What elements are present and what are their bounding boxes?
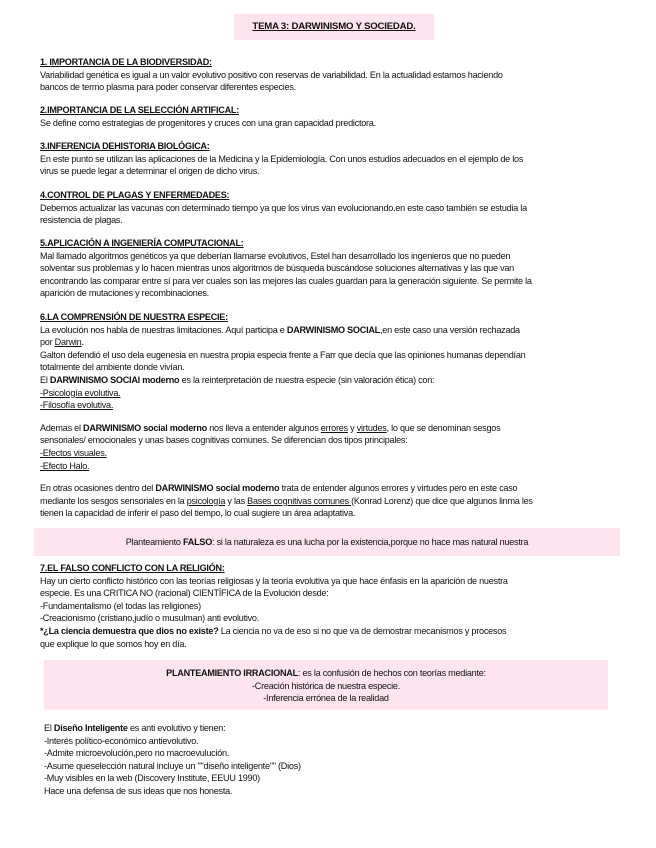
list-item: -Psicología evolutiva. <box>40 387 121 398</box>
section-heading: 4.CONTROL DE PLAGAS Y ENFERMEDADES: <box>40 190 230 200</box>
underlined-term: errores <box>320 422 348 433</box>
text-line: virus se puede legar a determinar el origen de dicho virus. <box>40 166 260 177</box>
bold-term: DARWINISMO social moderno <box>83 422 207 433</box>
list-item: -Filosofía evolutiva. <box>40 400 114 411</box>
section-heading: 2.IMPORTANCIA DE LA SELECCIÓN ARTIFICAL: <box>40 105 239 115</box>
section-diseno-inteligente <box>44 722 634 798</box>
underlined-term: psicología <box>186 495 226 506</box>
text-line: Se define como estrategias de progenitores y cruces con una gran capacidad predictora. <box>40 117 376 128</box>
section-falso-conflicto <box>40 562 630 650</box>
box-text: -Inferencia errónea de la realidad <box>263 693 389 704</box>
text-line: La evolución nos habla de nuestras limitaciones. Aquí participa e DARWINISMO SOCIAL,en este caso una versión rechazada <box>40 324 520 335</box>
text-line: -Interés político-económico antievolutivo. <box>44 735 199 746</box>
list-item: -Efecto Halo. <box>40 460 90 471</box>
text-line: *¿La ciencia demuestra que dios no existe? La ciencia no va de eso si no que va de demostrar mecanismos y procesos <box>40 625 507 636</box>
text-line: totalmente del ambiente donde vivían. <box>40 362 185 373</box>
text-line: sensoriales/ emocionales y unas bases cognitivas comunes. Se diferencian dos tipos principales: <box>40 435 408 446</box>
list-item: -Efectos visuales. <box>40 447 107 458</box>
bold-term: DARWINISMO social moderno <box>155 483 280 494</box>
section-biodiversidad <box>40 56 630 94</box>
text-line: -Creacionismo (cristiano,judío o musulman) anti evolutivo. <box>40 613 260 624</box>
text-line: aparición de mutaciones y recombinaciones. <box>40 288 209 299</box>
text-line: especie. Es una CRITICA NO (racional) CIENTÍFICA de la Evolución desde: <box>40 588 329 599</box>
text-line: El DARWINISMO SOCIAl moderno es la reinterpretación de nuestra especie (sin valoración ética) con: <box>40 374 435 385</box>
title-box <box>234 14 434 40</box>
text-line: Hay un cierto conflicto histórico con las teorías religiosas y la teoría evolutiva ya que hace énfasis en la aparición de nuestra <box>40 575 508 586</box>
text-line: solventar sus problemas y lo hacen mientras unos algoritmos de búsqueda buscándose soluciones alternativas y las que van <box>40 263 514 274</box>
highlight-box-falso <box>34 528 620 556</box>
section-heading: 1. IMPORTANCIA DE LA BIODIVERSIDAD: <box>40 57 212 67</box>
text-line: Debemos actualizar las vacunas con determinado tiempo ya que los virus van evolucionando.en este caso también se estudia la <box>40 202 527 213</box>
section-control-plagas <box>40 189 630 227</box>
underlined-term: virtudes <box>356 422 387 433</box>
section-comprension-especie <box>40 311 630 520</box>
text-line: mediante los sesgos sensoriales en la psicología y las Bases cognitivas comunes (Konrad Lorenz) que dice que algunos linma les <box>40 495 533 506</box>
bold-term: PLANTEAMIENTO IRRACIONAL <box>166 668 298 678</box>
section-ingenieria-computacional <box>40 237 630 300</box>
text-line: -Asume queselección natural incluye un ""diseño inteligente"" (Dios) <box>44 760 301 771</box>
text-line: En otras ocasiones dentro del DARWINISMO social moderno trata de entender algunos errores y virtudes pero en este caso <box>40 483 518 494</box>
text-line: resistencia de plagas. <box>40 215 123 226</box>
box-text: Planteamiento FALSO: si la naturaleza es una lucha por la existencia,porque no hace mas natural nuestra <box>125 537 529 547</box>
text-line: por Darwin. <box>40 337 84 348</box>
bold-term: Diseño Inteligente <box>53 723 128 733</box>
section-heading: 7.EL FALSO CONFLICTO CON LA RELIGIÓN: <box>40 563 225 573</box>
section-heading: 5.APLICACIÓN A INGENIERÍA COMPUTACIONAL: <box>40 238 244 248</box>
text-line: Galton defendió el uso dela eugenesia en nuestra propia especia frente a Farr que decía que las opiniones humanas dependían <box>40 349 526 360</box>
text-line: -Fundamentalismo (el todas las religiones) <box>40 600 201 611</box>
text-line: tienen la capacidad de inferir el paso del tiempo, lo cual sugiere un área adaptativa. <box>40 508 356 519</box>
section-seleccion-artificial <box>40 104 630 129</box>
text-line: encontrando las comparar entre sí para ver cuales son las mejores las cuales guardan para la generación siguiente. Se permite la <box>40 275 532 286</box>
bold-term: FALSO <box>182 537 213 547</box>
bold-term: *¿La ciencia demuestra que dios no existe? <box>40 625 219 636</box>
highlight-box-irracional <box>44 660 608 710</box>
text-line: bancos de termo plasma para poder conservar diferentes especies. <box>40 82 296 93</box>
text-line: -Muy visibles en la web (Discovery Institute, EEUU 1990) <box>44 773 260 784</box>
text-line: Hace una defensa de sus ideas que nos honesta. <box>44 785 233 796</box>
text-line: Variabilidad genética es igual a un valor evolutivo positivo con reservas de variabilidad. En la actualidad estamos haciendo <box>40 69 503 80</box>
bold-term: DARWINISMO SOCIAL <box>286 324 380 335</box>
text-line: El Diseño Inteligente es anti evolutivo y tienen: <box>44 723 226 733</box>
box-text: PLANTEAMIENTO IRRACIONAL: es la confusión de hechos con teorías mediante: <box>166 668 486 678</box>
bold-term: DARWINISMO SOCIAl moderno <box>49 374 180 385</box>
underlined-term: Bases cognitivas comunes <box>247 495 352 506</box>
text-line: Ademas el DARWINISMO social moderno nos lleva a entender algunos errores y virtudes, lo que se denominan sesgos <box>40 422 501 433</box>
page-title: TEMA 3: DARWINISMO Y SOCIEDAD. <box>252 21 416 32</box>
text-line: -Admite microevolución,pero no macroevulución. <box>44 748 230 759</box>
underlined-term: Darwin <box>54 337 82 348</box>
text-line: que explique lo que somos hoy en día. <box>40 638 187 649</box>
section-heading: 6.LA COMPRENSIÓN DE NUESTRA ESPECIE: <box>40 312 228 322</box>
box-text: -Creación histórica de nuestra especie. <box>252 680 400 691</box>
text-line: En este punto se utilizan las aplicaciones de la Medicina y la Epidemiología. Con unos estudios adecuados en el ejemplo de los <box>40 153 524 164</box>
section-inferencia-historia <box>40 140 630 178</box>
text-line: Mal llamado algoritmos genéticos ya que deberían llamarse evolutivos, Estel han desarrollado los ingenieros que no pueden <box>40 250 511 261</box>
section-heading: 3.INFERENCIA DEHISTORIA BIOLÓGICA: <box>40 141 210 151</box>
